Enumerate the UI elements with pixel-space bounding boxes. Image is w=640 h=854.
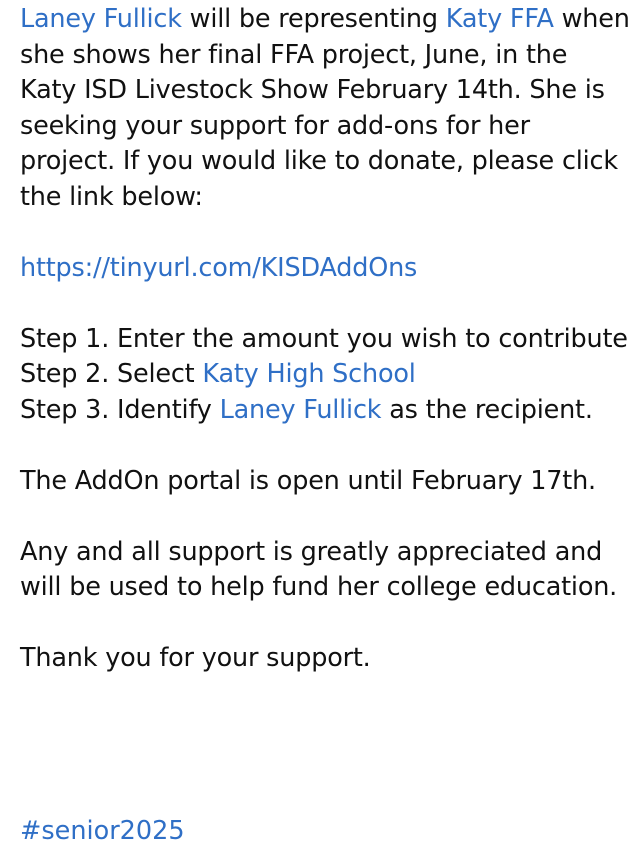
step-3-text: Step 3. Identify	[20, 394, 220, 425]
portal-note: The AddOn portal is open until February 17th.	[20, 465, 596, 496]
step-3-end: as the recipient.	[381, 394, 593, 425]
chapter-tag-link[interactable]: Katy FFA	[445, 4, 554, 34]
intro-text-2: when she shows her final FFA project, June, in the Katy ISD Livestock Show February 14th. She is seeking your support for add-ons for her project. If you would like to donate, please click the link below:	[20, 4, 630, 212]
post-body	[20, 2, 630, 712]
intro-text-1: will be representing	[181, 4, 446, 34]
steps-paragraph	[20, 322, 630, 429]
cutoff-hashtag-text[interactable]: #senior2025	[20, 816, 185, 846]
cutoff-hashtag[interactable]	[20, 816, 210, 846]
school-tag-link[interactable]: Katy High School	[202, 359, 416, 389]
intro-paragraph	[20, 2, 630, 215]
link-paragraph	[20, 251, 630, 287]
thanks-text: Thank you for your support.	[20, 643, 371, 673]
step-1: Step 1. Enter the amount you wish to contribute	[20, 323, 628, 354]
support-note: Any and all support is greatly appreciated and will be used to help fund her college education.	[20, 536, 618, 602]
name-tag-link[interactable]: Laney Fullick	[20, 4, 182, 34]
step-2-text: Step 2. Select	[20, 359, 203, 389]
donation-link[interactable]: https://tinyurl.com/KISDAddOns	[20, 252, 418, 283]
recipient-tag-link[interactable]: Laney Fullick	[219, 394, 382, 425]
